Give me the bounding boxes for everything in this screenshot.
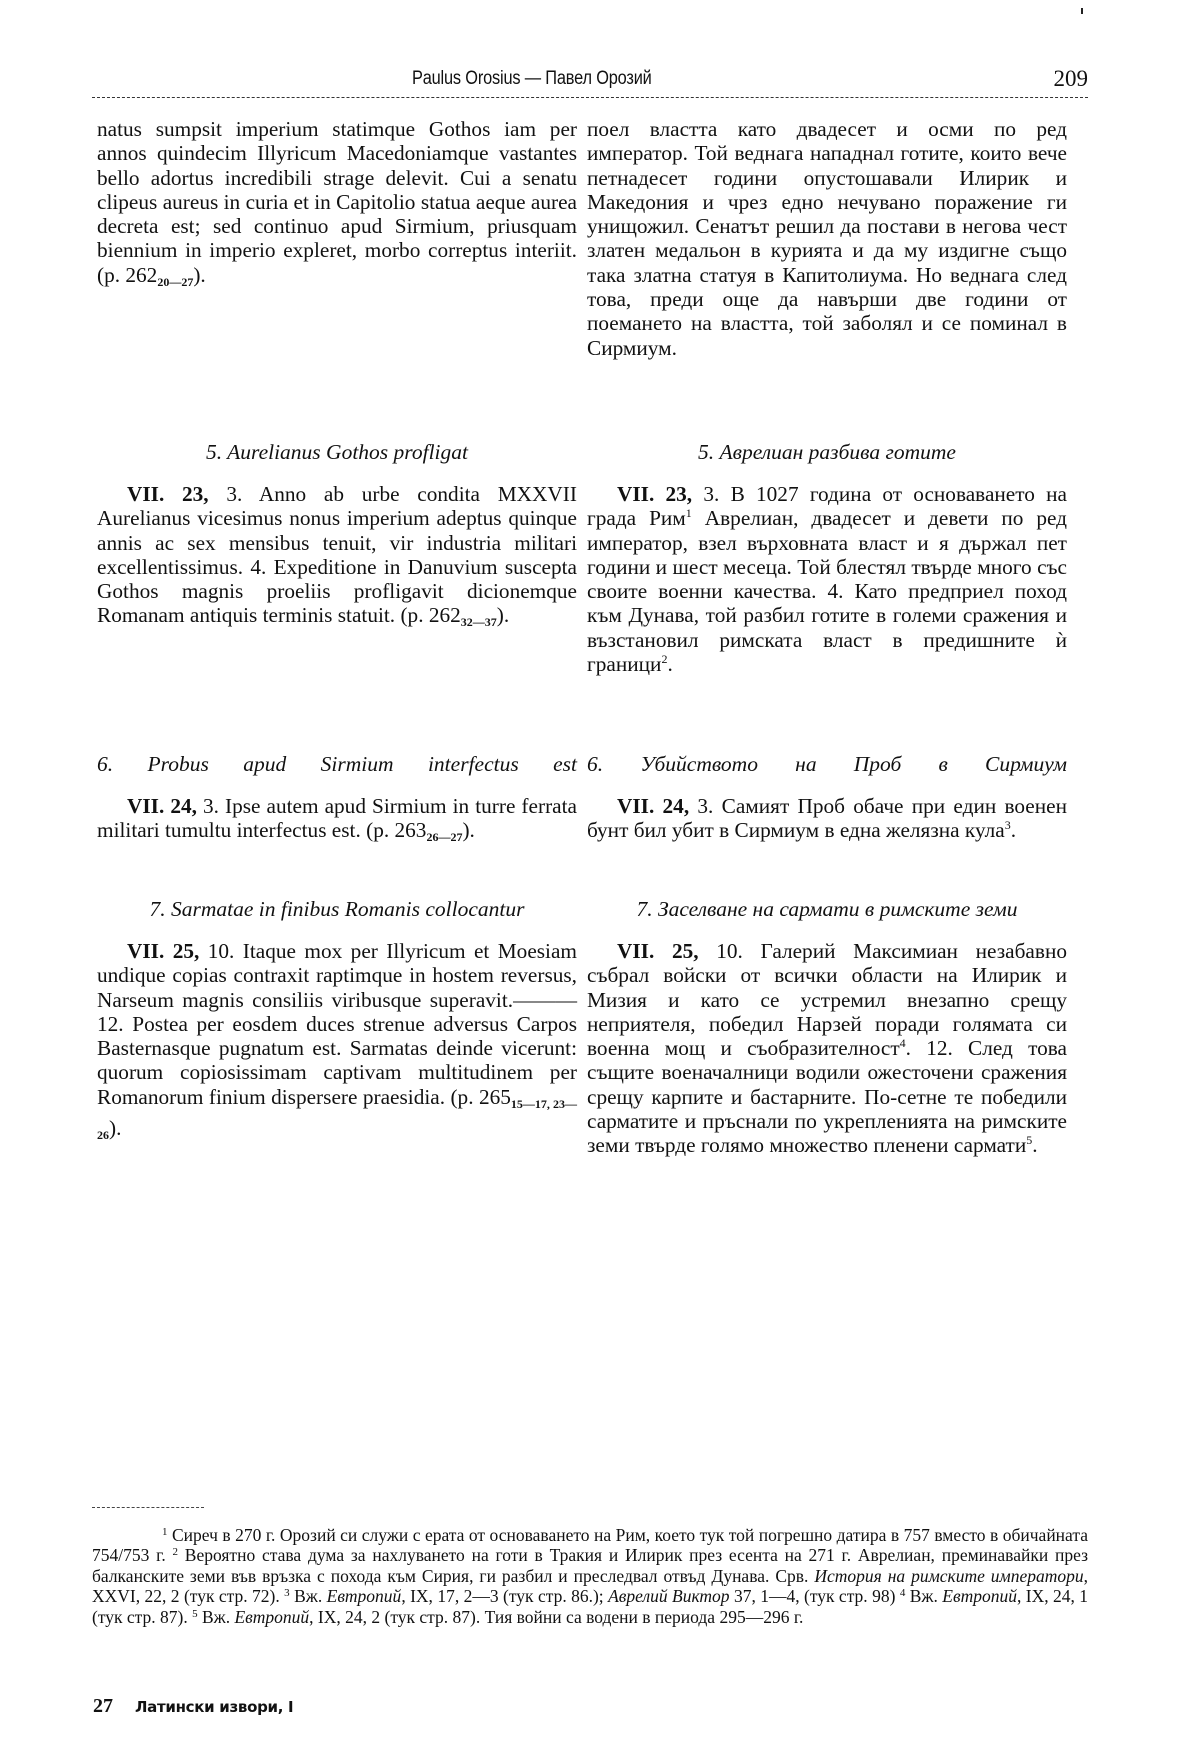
text: 10. Itaque mox per Illyricum et Moesiam undique copias contraxit raptimque in hostem reversus, Narseum magnis consiliis viribusque superavit.——— 12. Postea per eosdem duces strenue adversus Carpos Basternasque pugnatum est. Sarmatas deinde vicerunt: quorum copiosissimam captivam multitudinem per Romanorum finium dispersere praesidia. (p. 265 bbox=[97, 939, 577, 1109]
chapter-ref: VII. 23, bbox=[617, 482, 693, 506]
footnote-ref-3[interactable]: 3 bbox=[1004, 818, 1011, 833]
footnote-3-cont: 37, 1—4, (тук стр. 98) bbox=[729, 1586, 900, 1607]
print-mark bbox=[1081, 8, 1083, 14]
text: . bbox=[1010, 818, 1017, 843]
text: . 12. След това същите военачалници водили ожесточени сражения срещу карпите и бастарните. По-сетне те победили сарматите и пръснали по укрепленията на римските земи твърде голямо множество пленени сармати bbox=[587, 1036, 1067, 1158]
latin-section-7 bbox=[97, 897, 577, 1147]
text: 3. Anno ab urbe condita MXXVII Aurelianus vicesimus nonus imperium adeptus quinque annis ac sex mensibus tenuit, vir industria militari excellentissimus. 4. Expeditione in Danuvium suscepta Gothos magnis proeliis profligavit dicionemque Romanam antiquis terminis statuit. (p. 262 bbox=[97, 482, 577, 628]
bulgarian-section-7 bbox=[587, 897, 1067, 1158]
footnote-mark-4: 4 bbox=[899, 1587, 906, 1600]
chapter-ref: VII. 25, bbox=[617, 939, 699, 963]
text: natus sumpsit imperium statimque Gothos iam per annos quindecim Illyricum Macedoniamque vastantes bello adortus incredibili strage delevit. Cui a senatu clipeus aureus in curia et in Capitolio statua aeque aurea decreta est; sed continuo apud Sirmium, priusquam biennium in imperio expleret, morbo correptus interiit. (p. 262 bbox=[97, 117, 577, 287]
footnote-1: Сиреч в 270 г. Орозий си служи с ерата от основаването на Рим, което тук той погрешно датира в 757 вместо в обичайната 754/753 г. bbox=[92, 1525, 1088, 1566]
latin-intro bbox=[97, 117, 577, 294]
section-heading: 6. Probus apud Sirmium interfectus est bbox=[97, 752, 577, 776]
cited-author: Евтропий bbox=[234, 1606, 310, 1627]
sheet-number: 27 bbox=[93, 1695, 113, 1717]
footnote-4-cont: , IX, 24, 1 (тук стр. 87). bbox=[92, 1586, 1089, 1627]
section-heading: 6. Убийството на Проб в Сирмиум bbox=[587, 752, 1067, 776]
footnote-ref-1[interactable]: 1 bbox=[685, 506, 692, 521]
text: ). bbox=[496, 603, 510, 628]
section-paragraph bbox=[97, 482, 577, 635]
section-paragraph bbox=[587, 939, 1067, 1158]
footnote-2-cont: , XXVI, 22, 2 (тук стр. 72). bbox=[92, 1565, 1088, 1607]
text: . bbox=[1032, 1133, 1038, 1158]
footnotes-paragraph bbox=[92, 1525, 1088, 1627]
section-heading: 5. Aurelianus Gothos profligat bbox=[206, 440, 468, 464]
bulgarian-intro bbox=[587, 117, 1067, 360]
cited-work: История на римските императори bbox=[814, 1565, 1084, 1586]
footnote-ref-2[interactable]: 2 bbox=[661, 652, 668, 667]
signature-title: Латински извори, I bbox=[135, 1698, 294, 1716]
footnote-mark-3: 3 bbox=[284, 1587, 290, 1600]
footnote-5-cont: , IX, 24, 2 (тук стр. 87). Тия войни са водени в периода 295—296 г. bbox=[309, 1606, 804, 1627]
footnote-mark-1: 1 bbox=[162, 1526, 168, 1538]
latin-intro-paragraph bbox=[97, 117, 577, 294]
latin-section-5 bbox=[97, 440, 577, 635]
page-ref-lines: 15—17, 23—26 bbox=[97, 1096, 578, 1143]
chapter-ref: VII. 24, bbox=[617, 794, 690, 818]
text: 3. В 1027 година от основаването на града Рим bbox=[587, 482, 1068, 531]
section-paragraph bbox=[97, 939, 577, 1147]
page-ref-lines: 32—37 bbox=[460, 615, 497, 630]
bulgarian-section-6 bbox=[587, 752, 1067, 843]
page-ref-lines: 26—27 bbox=[426, 830, 463, 845]
text: Аврелиан, двадесет и девети по ред император, взел върховната власт и я държал пет години и шест месеца. Той блестял твърде много със своите военни качества. 4. Като предприел поход към Дунава, той разбил готите в големи сражения и възстановил римската власт в предишните ѝ граници bbox=[587, 506, 1068, 677]
text: 3. Ipse autem apud Sirmium in turre ferrata militari tumultu interfectus est. (p. 263 bbox=[97, 794, 577, 843]
footnote-2: Вероятно става дума за нахлуването на готи в Тракия и Илирик през есента на 271 г. Аврелиан, преминавайки през балканските земи във връзка с похода към Сирия, ги разбил и преследвал отвъд Дунава. Срв. bbox=[92, 1545, 1088, 1586]
footnote-4: Вж. bbox=[905, 1586, 943, 1607]
footnote-ref-5[interactable]: 5 bbox=[1026, 1133, 1033, 1148]
cited-author: Евтропий bbox=[326, 1586, 402, 1607]
text: 3. Самият Проб обаче при един военен бунт бил убит в Сирмиум в една желязна кула bbox=[587, 794, 1067, 843]
footnote-ref-4[interactable]: 4 bbox=[899, 1036, 906, 1051]
page-ref-lines: 20—27 bbox=[157, 274, 194, 289]
page-number: 209 bbox=[1053, 66, 1088, 91]
text: ). bbox=[462, 818, 475, 843]
footnote-5: Вж. bbox=[197, 1606, 235, 1627]
running-head bbox=[92, 68, 1088, 98]
footnote-3: Вж. bbox=[289, 1586, 327, 1607]
section-paragraph bbox=[587, 482, 1067, 676]
cited-author: Евтропий bbox=[942, 1586, 1017, 1607]
text: ). bbox=[109, 1116, 122, 1141]
chapter-ref: VII. 24, bbox=[127, 794, 197, 818]
latin-section-6 bbox=[97, 752, 577, 850]
running-title: Paulus Orosius — Павел Орозий bbox=[412, 68, 652, 89]
bulgarian-section-5 bbox=[587, 440, 1067, 676]
section-paragraph bbox=[97, 794, 577, 850]
printer-signature bbox=[93, 1695, 293, 1718]
text: ). bbox=[193, 262, 206, 287]
chapter-ref: VII. 25, bbox=[127, 939, 200, 963]
section-heading: 7. Заселване на сармати в римските земи bbox=[636, 897, 1018, 921]
text: 10. Галерий Максимиан незабавно събрал войски от всички области на Илирик и Мизия и като се устремил внезапно срещу неприятеля, победил Нарзей поради голямата си военна мощ и съобразителност bbox=[587, 939, 1067, 1061]
header-rule bbox=[92, 97, 1088, 98]
text: . bbox=[667, 652, 673, 677]
footnote-mark-5: 5 bbox=[192, 1607, 198, 1620]
section-heading: 7. Sarmatae in finibus Romanis collocantur bbox=[149, 897, 525, 921]
footnote-mark-2: 2 bbox=[172, 1546, 178, 1559]
footnote-3-cont: , IX, 17, 2—3 (тук стр. 86.); bbox=[401, 1586, 609, 1607]
bulgarian-intro-paragraph: поел властта като двадесет и осми по ред император. Той веднага нападнал готите, които вече петнадесет години опустошавали Илирик и Македония и чрез едно нечувано поражение ги унищожил. Сенатът решил да постави в негова чест златен медальон в курията и да му издигне също така златна статуя в Капитолиума. Но веднага след това, преди още да навърши две години от поемането на властта, той заболял и се поминал в Сирмиум. bbox=[587, 117, 1067, 360]
cited-author: Аврелий Виктор bbox=[608, 1586, 730, 1607]
footnotes bbox=[92, 1525, 1088, 1627]
section-heading: 5. Аврелиан разбива готите bbox=[698, 440, 956, 464]
chapter-ref: VII. 23, bbox=[127, 482, 209, 506]
section-paragraph bbox=[587, 794, 1067, 843]
footnote-rule bbox=[92, 1507, 204, 1508]
